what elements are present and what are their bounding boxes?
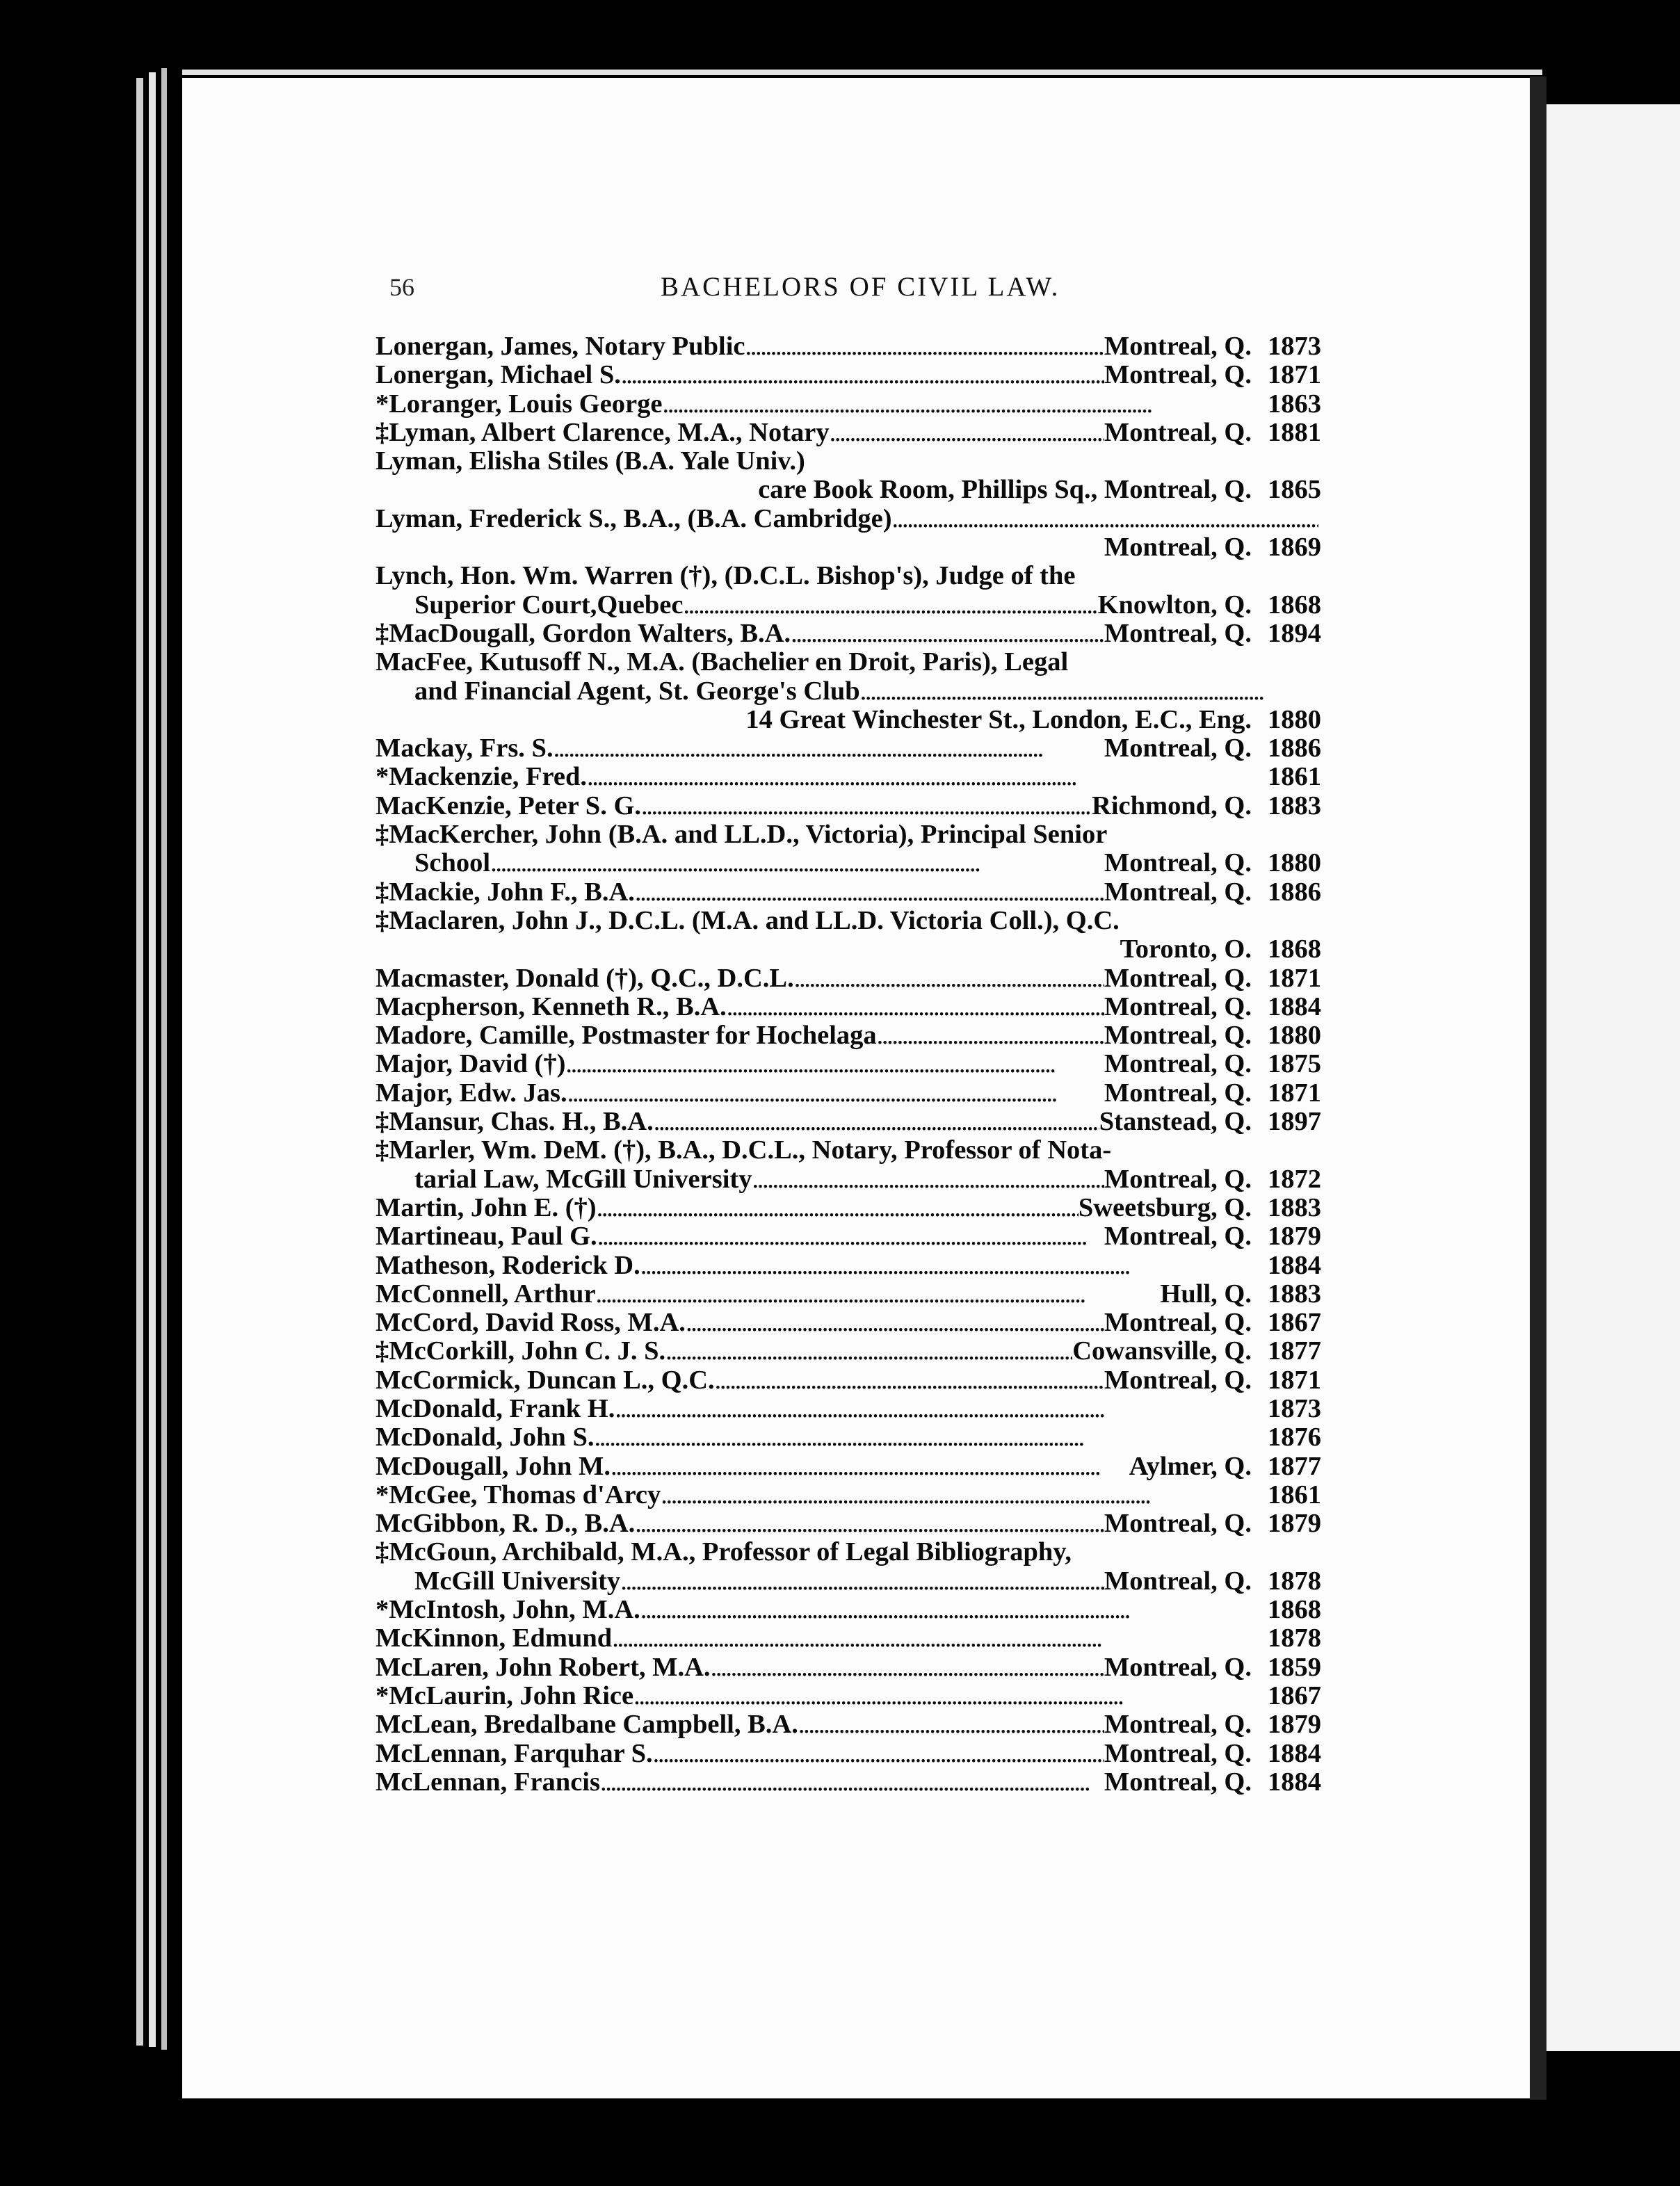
- book-gutter: [1530, 76, 1546, 2100]
- entry-year: 1877: [1268, 1452, 1321, 1481]
- entry-year: 1868: [1268, 590, 1321, 620]
- dot-leader: [595, 1423, 1252, 1452]
- entry-place: 14 Great Winchester St., London, E.C., Eng.: [745, 705, 1252, 734]
- entry-year: 1871: [1268, 964, 1321, 993]
- entry-name: Madore, Camille, Postmaster for Hochelaga: [375, 1021, 877, 1051]
- entry-name: ‡McCorkill, John C. J. S.: [375, 1337, 666, 1366]
- entry-place: Aylmer, Q.: [1129, 1452, 1252, 1481]
- entry-name: McConnell, Arthur: [375, 1279, 596, 1309]
- page-stack-edge: [149, 72, 156, 2047]
- dot-leader: [641, 792, 1092, 820]
- entry-year: 1868: [1268, 935, 1321, 964]
- list-item: [375, 620, 1321, 648]
- dot-leader: [798, 1710, 1104, 1739]
- entry-year: 1883: [1268, 1279, 1321, 1309]
- list-item: [375, 419, 1321, 447]
- list-item: [375, 1252, 1321, 1280]
- entry-name: and Financial Agent, St. George's Club: [414, 677, 860, 706]
- entry-year: 1884: [1268, 1739, 1321, 1768]
- entry-name: ‡McGoun, Archibald, M.A., Professor of Legal Bibliography,: [375, 1538, 1072, 1567]
- entry-name: McLean, Bredalbane Campbell, B.A.: [375, 1710, 798, 1740]
- list-item: [375, 533, 1321, 562]
- entry-year: 1875: [1268, 1050, 1321, 1079]
- list-item: [375, 820, 1321, 849]
- entry-name: Lonergan, James, Notary Public: [375, 332, 745, 361]
- entry-year: 1879: [1268, 1710, 1321, 1740]
- entry-year: 1894: [1268, 619, 1321, 648]
- list-item: [375, 1395, 1321, 1423]
- dot-leader: [686, 1309, 1104, 1337]
- dot-leader: [715, 1366, 1104, 1395]
- entry-name: Lynch, Hon. Wm. Warren (†), (D.C.L. Bishop's), Judge of the: [375, 562, 1076, 591]
- entry-year: 1897: [1268, 1108, 1321, 1137]
- list-item: [375, 677, 1321, 706]
- list-item: [375, 993, 1321, 1021]
- entry-place: Montreal, Q.: [1104, 964, 1252, 993]
- entry-year: 1863: [1268, 389, 1321, 419]
- dot-leader: [615, 1395, 1252, 1423]
- entry-year: 1873: [1268, 1394, 1321, 1423]
- entry-name: Martineau, Paul G.: [375, 1222, 597, 1252]
- list-item: [375, 1108, 1321, 1136]
- entry-name: Mackay, Frs. S.: [375, 734, 554, 763]
- dot-leader: [661, 1481, 1252, 1509]
- entry-name: School: [414, 849, 491, 878]
- entry-year: 1867: [1268, 1309, 1321, 1338]
- list-item: [375, 1337, 1321, 1366]
- entry-place: Montreal, Q.: [1104, 1222, 1252, 1252]
- entry-place: Montreal, Q.: [1104, 418, 1252, 447]
- dot-leader: [587, 763, 1252, 791]
- list-item: [375, 1050, 1321, 1078]
- list-item: [375, 1366, 1321, 1395]
- dot-leader: [554, 734, 1104, 763]
- entry-year: 1878: [1268, 1624, 1321, 1653]
- list-item: [375, 734, 1321, 763]
- list-item: [375, 935, 1321, 964]
- entry-name: Macmaster, Donald (†), Q.C., D.C.L.: [375, 964, 794, 993]
- entry-name: *McGee, Thomas d'Arcy: [375, 1480, 661, 1509]
- entry-place: Montreal, Q.: [1104, 1566, 1252, 1596]
- entry-year: 1861: [1268, 1480, 1321, 1509]
- entry-place: Montreal, Q.: [1104, 1739, 1252, 1768]
- dot-leader: [653, 1740, 1104, 1768]
- entry-place: Montreal, Q.: [1104, 361, 1252, 390]
- entry-name: *McLaurin, John Rice: [375, 1681, 634, 1710]
- entry-year: 1868: [1268, 1596, 1321, 1625]
- entry-year: 1881: [1268, 418, 1321, 447]
- entry-year: 1861: [1268, 763, 1321, 792]
- entry-name: Major, David (†): [375, 1050, 566, 1079]
- dot-leader: [745, 332, 1104, 361]
- list-item: [375, 1624, 1321, 1653]
- dot-leader: [597, 1194, 1079, 1222]
- list-item: [375, 1596, 1321, 1624]
- dot-leader: [640, 1252, 1252, 1280]
- entry-name: ‡Mansur, Chas. H., B.A.: [375, 1108, 654, 1137]
- entry-year: 1884: [1268, 992, 1321, 1021]
- dot-leader: [892, 505, 1319, 533]
- list-item: [375, 706, 1321, 734]
- dot-leader: [600, 1768, 1104, 1797]
- entry-place: Montreal, Q.: [1104, 1767, 1252, 1797]
- running-title: BACHELORS OF CIVIL LAW.: [661, 272, 1060, 302]
- list-item: [375, 1452, 1321, 1481]
- entry-name: Lyman, Frederick S., B.A., (B.A. Cambridge): [375, 504, 892, 533]
- entry-year: 1886: [1268, 734, 1321, 763]
- entry-year: 1880: [1268, 849, 1321, 878]
- entry-name: *McIntosh, John, M.A.: [375, 1596, 640, 1625]
- dot-leader: [752, 1165, 1104, 1194]
- entry-year: 1884: [1268, 1767, 1321, 1797]
- list-item: [375, 1710, 1321, 1739]
- list-item: [375, 1538, 1321, 1566]
- dot-leader: [611, 1452, 1129, 1481]
- entry-name: ‡MacDougall, Gordon Walters, B.A.: [375, 619, 791, 648]
- dot-leader: [654, 1108, 1099, 1136]
- entry-year: 1883: [1268, 791, 1321, 820]
- entry-name: McGill University: [414, 1566, 621, 1596]
- list-item: [375, 1136, 1321, 1165]
- list-item: [375, 1280, 1321, 1309]
- list-item: [375, 1567, 1321, 1596]
- entry-name: McCord, David Ross, M.A.: [375, 1309, 686, 1338]
- list-item: [375, 562, 1321, 590]
- entry-place: Stanstead, Q.: [1099, 1108, 1252, 1137]
- entry-name: McDonald, John S.: [375, 1423, 595, 1452]
- entry-place: Montreal, Q.: [1104, 619, 1252, 648]
- entry-name: McKinnon, Edmund: [375, 1624, 613, 1653]
- list-item: [375, 1653, 1321, 1682]
- list-item: [375, 964, 1321, 993]
- entry-place: Montreal, Q.: [1104, 1165, 1252, 1194]
- dot-leader: [596, 1280, 1161, 1309]
- entry-year: 1878: [1268, 1566, 1321, 1596]
- dot-leader: [620, 1567, 1104, 1596]
- list-item: [375, 1165, 1321, 1194]
- dot-leader: [567, 1079, 1104, 1108]
- dot-leader: [490, 849, 1104, 877]
- entry-year: 1865: [1268, 476, 1321, 505]
- entry-place: Montreal, Q.: [1104, 1078, 1252, 1108]
- entry-year: 1884: [1268, 1251, 1321, 1280]
- list-item: [375, 447, 1321, 476]
- entry-year: 1871: [1268, 361, 1321, 390]
- entry-place: Montreal, Q.: [1104, 533, 1252, 562]
- entry-place: Montreal, Q.: [1104, 1021, 1252, 1051]
- entry-place: Knowlton, Q.: [1097, 590, 1252, 620]
- entry-name: ‡Lyman, Albert Clarence, M.A., Notary: [375, 418, 830, 447]
- entry-name: McDougall, John M.: [375, 1452, 611, 1481]
- entry-year: 1877: [1268, 1337, 1321, 1366]
- entry-name: Major, Edw. Jas.: [375, 1078, 567, 1108]
- entry-name: Matheson, Roderick D.: [375, 1251, 640, 1280]
- entry-name: Lonergan, Michael S.: [375, 361, 621, 390]
- list-item: [375, 476, 1321, 504]
- dot-leader: [791, 620, 1104, 648]
- list-item: [375, 591, 1321, 620]
- list-item: [375, 390, 1321, 419]
- entry-place: Cowansville, Q.: [1072, 1337, 1252, 1366]
- dot-leader: [683, 591, 1097, 620]
- entry-year: 1883: [1268, 1193, 1321, 1222]
- dot-leader: [794, 964, 1104, 993]
- entry-name: Superior Court,Quebec: [414, 590, 684, 620]
- entry-place: Montreal, Q.: [1104, 992, 1252, 1021]
- entry-year: 1879: [1268, 1509, 1321, 1539]
- entry-year: 1867: [1268, 1681, 1321, 1710]
- entry-place: Montreal, Q.: [1104, 1509, 1252, 1539]
- facing-page: [1546, 104, 1680, 2051]
- list-item: [375, 1194, 1321, 1222]
- entry-name: ‡Mackie, John F., B.A.: [375, 877, 635, 907]
- page-top-edge: [182, 70, 1542, 75]
- dot-leader: [633, 1682, 1252, 1710]
- entry-name: McDonald, Frank H.: [375, 1394, 615, 1423]
- entry-year: 1873: [1268, 332, 1321, 361]
- list-item: [375, 648, 1321, 677]
- entry-name: McLennan, Francis: [375, 1767, 600, 1797]
- entry-place: Sweetsburg, Q.: [1078, 1193, 1252, 1222]
- entry-year: 1872: [1268, 1165, 1321, 1194]
- list-item: [375, 1481, 1321, 1509]
- dot-leader: [621, 361, 1104, 389]
- dot-leader: [830, 419, 1104, 447]
- list-item: [375, 878, 1321, 907]
- entry-year: 1880: [1268, 705, 1321, 734]
- entry-name: MacFee, Kutusoff N., M.A. (Bachelier en Droit, Paris), Legal: [375, 648, 1069, 677]
- entry-name: MacKenzie, Peter S. G.: [375, 791, 642, 820]
- entry-place: Montreal, Q.: [1104, 1366, 1252, 1395]
- entry-place: Montreal, Q.: [1104, 734, 1252, 763]
- page-number: 56: [389, 273, 414, 301]
- list-item: [375, 907, 1321, 935]
- entry-name: ‡Maclaren, John J., D.C.L. (M.A. and LL.D. Victoria Coll.), Q.C.: [375, 906, 1120, 935]
- list-item: [375, 505, 1321, 533]
- entry-name: McLennan, Farquhar S.: [375, 1739, 653, 1768]
- entry-year: 1886: [1268, 877, 1321, 907]
- list-item: [375, 849, 1321, 877]
- entry-place: Richmond, Q.: [1092, 791, 1252, 820]
- entry-year: 1879: [1268, 1222, 1321, 1252]
- list-item: [375, 1768, 1321, 1797]
- list-item: [375, 1509, 1321, 1538]
- entry-year: 1880: [1268, 1021, 1321, 1051]
- dot-leader: [635, 878, 1104, 907]
- dot-leader: [860, 677, 1263, 706]
- list-item: [375, 763, 1321, 791]
- entry-place: Montreal, Q.: [1104, 849, 1252, 878]
- dot-leader: [597, 1222, 1104, 1251]
- entry-place: Montreal, Q.: [1104, 1710, 1252, 1740]
- dot-leader: [612, 1624, 1252, 1653]
- entry-name: McLaren, John Robert, M.A.: [375, 1653, 711, 1682]
- entry-place: Toronto, O.: [1120, 935, 1252, 964]
- list-item: [375, 1222, 1321, 1251]
- entry-year: 1871: [1268, 1078, 1321, 1108]
- entry-place: Hull, Q.: [1160, 1279, 1252, 1309]
- list-item: [375, 1021, 1321, 1050]
- dot-leader: [727, 993, 1104, 1021]
- entry-place: Montreal, Q.: [1104, 1309, 1252, 1338]
- directory-list: [375, 332, 1321, 1797]
- list-item: [375, 1423, 1321, 1452]
- page-stack-edge: [136, 78, 143, 2046]
- entry-name: Lyman, Elisha Stiles (B.A. Yale Univ.): [375, 447, 805, 476]
- entry-year: 1869: [1268, 533, 1321, 562]
- entry-name: Macpherson, Kenneth R., B.A.: [375, 992, 727, 1021]
- list-item: [375, 1682, 1321, 1710]
- dot-leader: [711, 1653, 1104, 1682]
- entry-name: ‡MacKercher, John (B.A. and LL.D., Victoria), Principal Senior: [375, 820, 1108, 850]
- entry-name: ‡Marler, Wm. DeM. (†), B.A., D.C.L., Notary, Professor of Nota-: [375, 1136, 1112, 1165]
- dot-leader: [877, 1021, 1104, 1050]
- entry-place: care Book Room, Phillips Sq., Montreal, Q.: [758, 476, 1252, 505]
- list-item: [375, 332, 1321, 361]
- entry-place: Montreal, Q.: [1104, 1653, 1252, 1682]
- list-item: [375, 361, 1321, 389]
- entry-year: 1859: [1268, 1653, 1321, 1682]
- dot-leader: [565, 1050, 1104, 1078]
- dot-leader: [665, 1337, 1072, 1366]
- entry-year: 1871: [1268, 1366, 1321, 1395]
- entry-name: Martin, John E. (†): [375, 1193, 597, 1222]
- entry-place: Montreal, Q.: [1104, 332, 1252, 361]
- entry-name: McCormick, Duncan L., Q.C.: [375, 1366, 715, 1395]
- page-stack-edge: [161, 68, 167, 2050]
- entry-name: *Mackenzie, Fred.: [375, 763, 587, 792]
- entry-place: Montreal, Q.: [1104, 877, 1252, 907]
- entry-name: McGibbon, R. D., B.A.: [375, 1509, 636, 1539]
- list-item: [375, 1309, 1321, 1337]
- entry-name: *Loranger, Louis George: [375, 389, 663, 419]
- entry-name: tarial Law, McGill University: [414, 1165, 752, 1194]
- dot-leader: [640, 1596, 1252, 1624]
- entry-year: 1876: [1268, 1423, 1321, 1452]
- list-item: [375, 792, 1321, 820]
- dot-leader: [662, 390, 1252, 419]
- dot-leader: [635, 1509, 1104, 1538]
- list-item: [375, 1079, 1321, 1108]
- list-item: [375, 1740, 1321, 1768]
- entry-place: Montreal, Q.: [1104, 1050, 1252, 1079]
